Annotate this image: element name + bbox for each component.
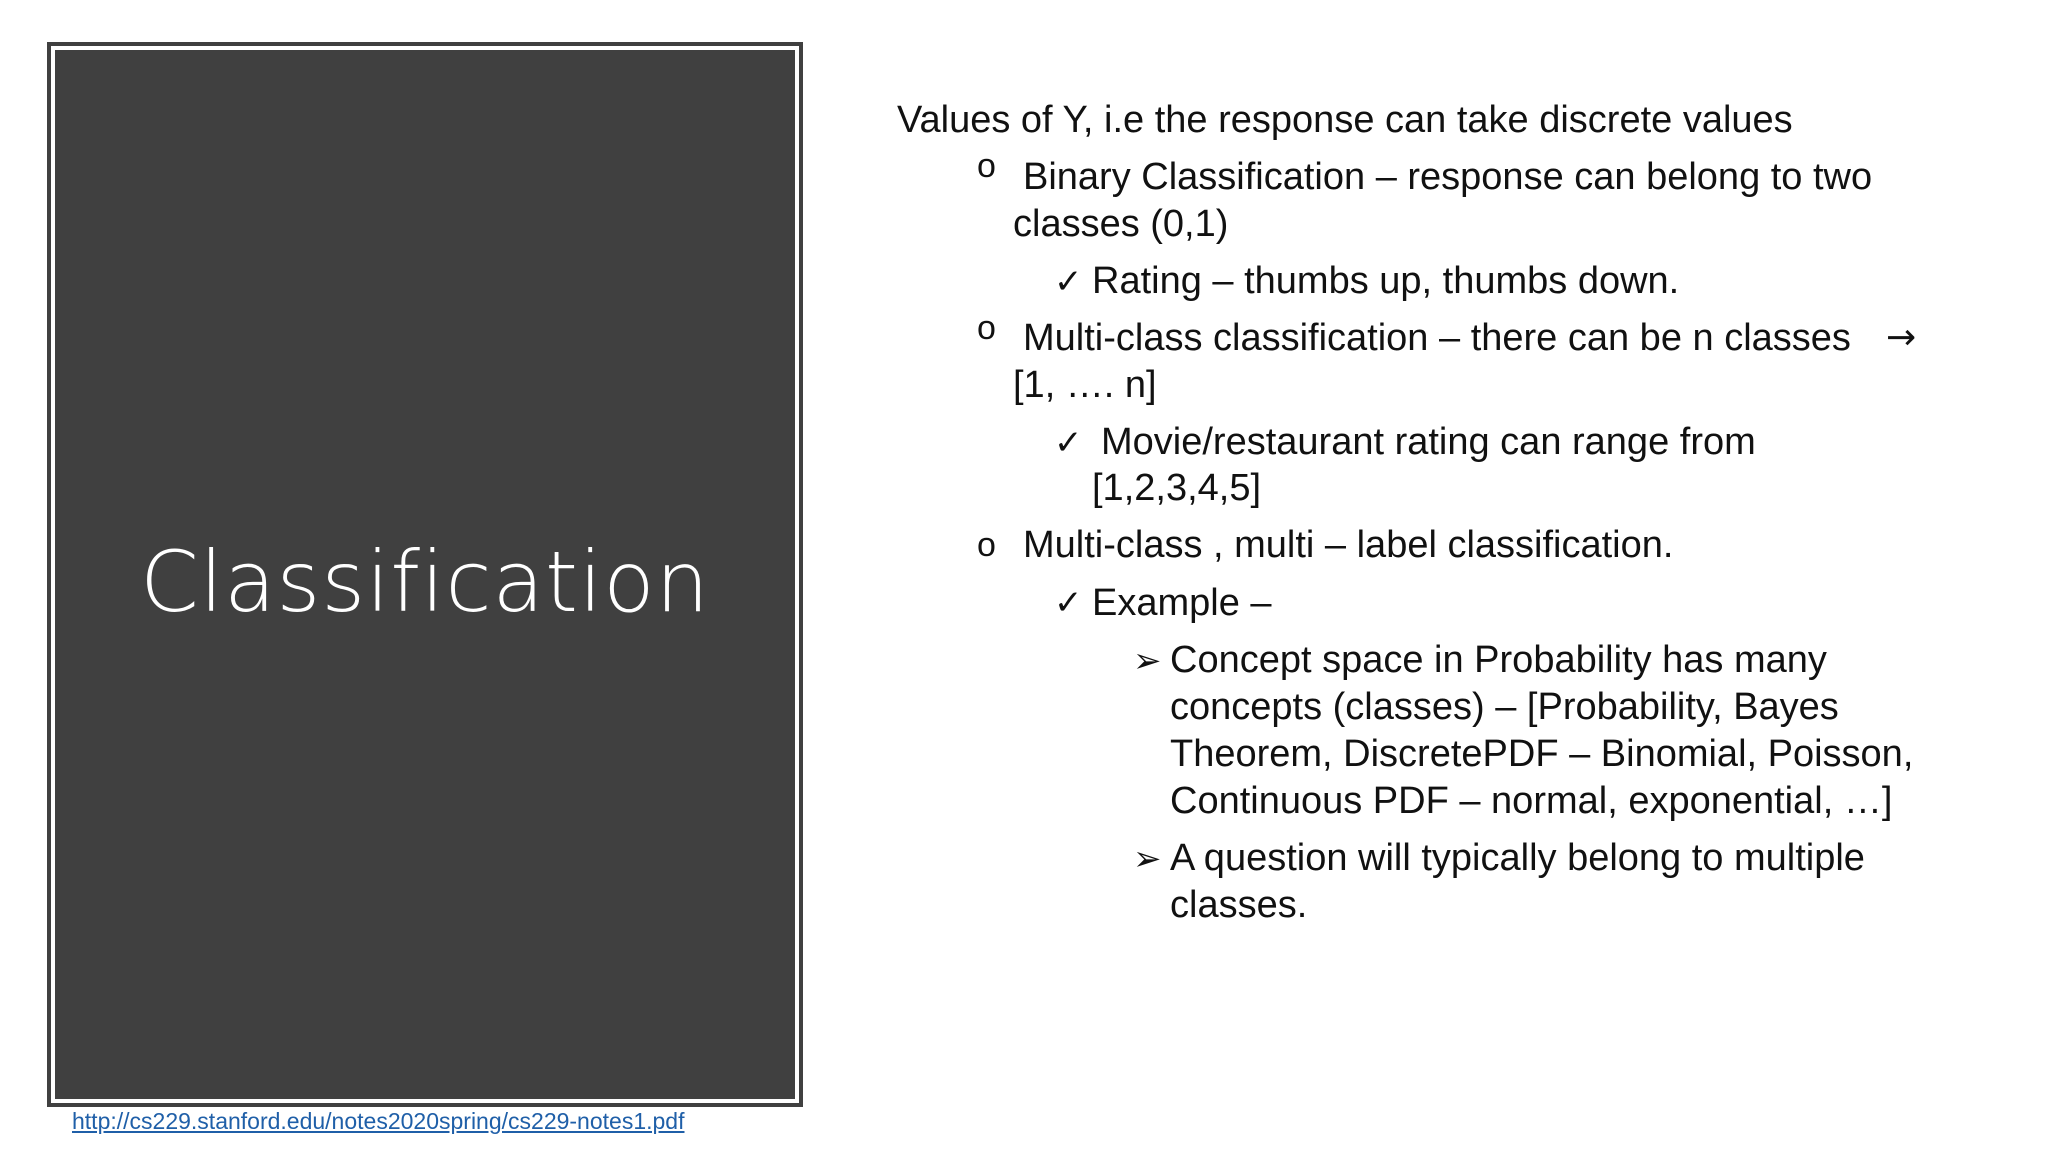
list-item-text: classes (0,1): [1013, 203, 1229, 245]
arrowhead-bullet-icon: ➢: [1133, 641, 1162, 681]
list-item-text: Concept space in Probability has many: [1170, 639, 1827, 681]
circle-bullet-icon: o: [977, 526, 996, 564]
circle-bullet-icon: o: [977, 147, 996, 185]
list-item-text: [1, …. n]: [1013, 364, 1157, 406]
list-item-text: concepts (classes) – [Probability, Bayes: [1170, 686, 1839, 728]
slide-title: Classification: [140, 533, 710, 631]
checkmark-icon: ✓: [1054, 262, 1083, 302]
checkmark-icon: ✓: [1054, 583, 1083, 623]
list-item-text: Continuous PDF – normal, exponential, …]: [1170, 780, 1893, 822]
arrowhead-bullet-icon: ➢: [1133, 839, 1162, 879]
circle-bullet-icon: o: [977, 309, 996, 347]
list-item-text: A question will typically belong to multiple: [1170, 837, 1865, 879]
list-item-text: Multi-class , multi – label classification.: [1023, 524, 1674, 566]
checkmark-icon: ✓: [1054, 423, 1083, 463]
source-link[interactable]: http://cs229.stanford.edu/notes2020spring/cs229-notes1.pdf: [72, 1108, 685, 1134]
list-item-text: Theorem, DiscretePDF – Binomial, Poisson,: [1170, 733, 1914, 775]
list-item-text: Binary Classification – response can belong to two: [1023, 156, 1873, 198]
list-item-text: Multi-class classification – there can be n classes: [1023, 317, 1851, 359]
intro-text: Values of Y, i.e the response can take discrete values: [897, 99, 1793, 141]
arrow-right-icon: →: [1886, 317, 1917, 358]
list-item-text: [1,2,3,4,5]: [1092, 467, 1262, 509]
list-item-text: Rating – thumbs up, thumbs down.: [1092, 260, 1680, 302]
list-item-text: Movie/restaurant rating can range from: [1101, 421, 1756, 463]
list-item-text: Example –: [1092, 582, 1272, 624]
list-item-text: classes.: [1170, 884, 1308, 926]
